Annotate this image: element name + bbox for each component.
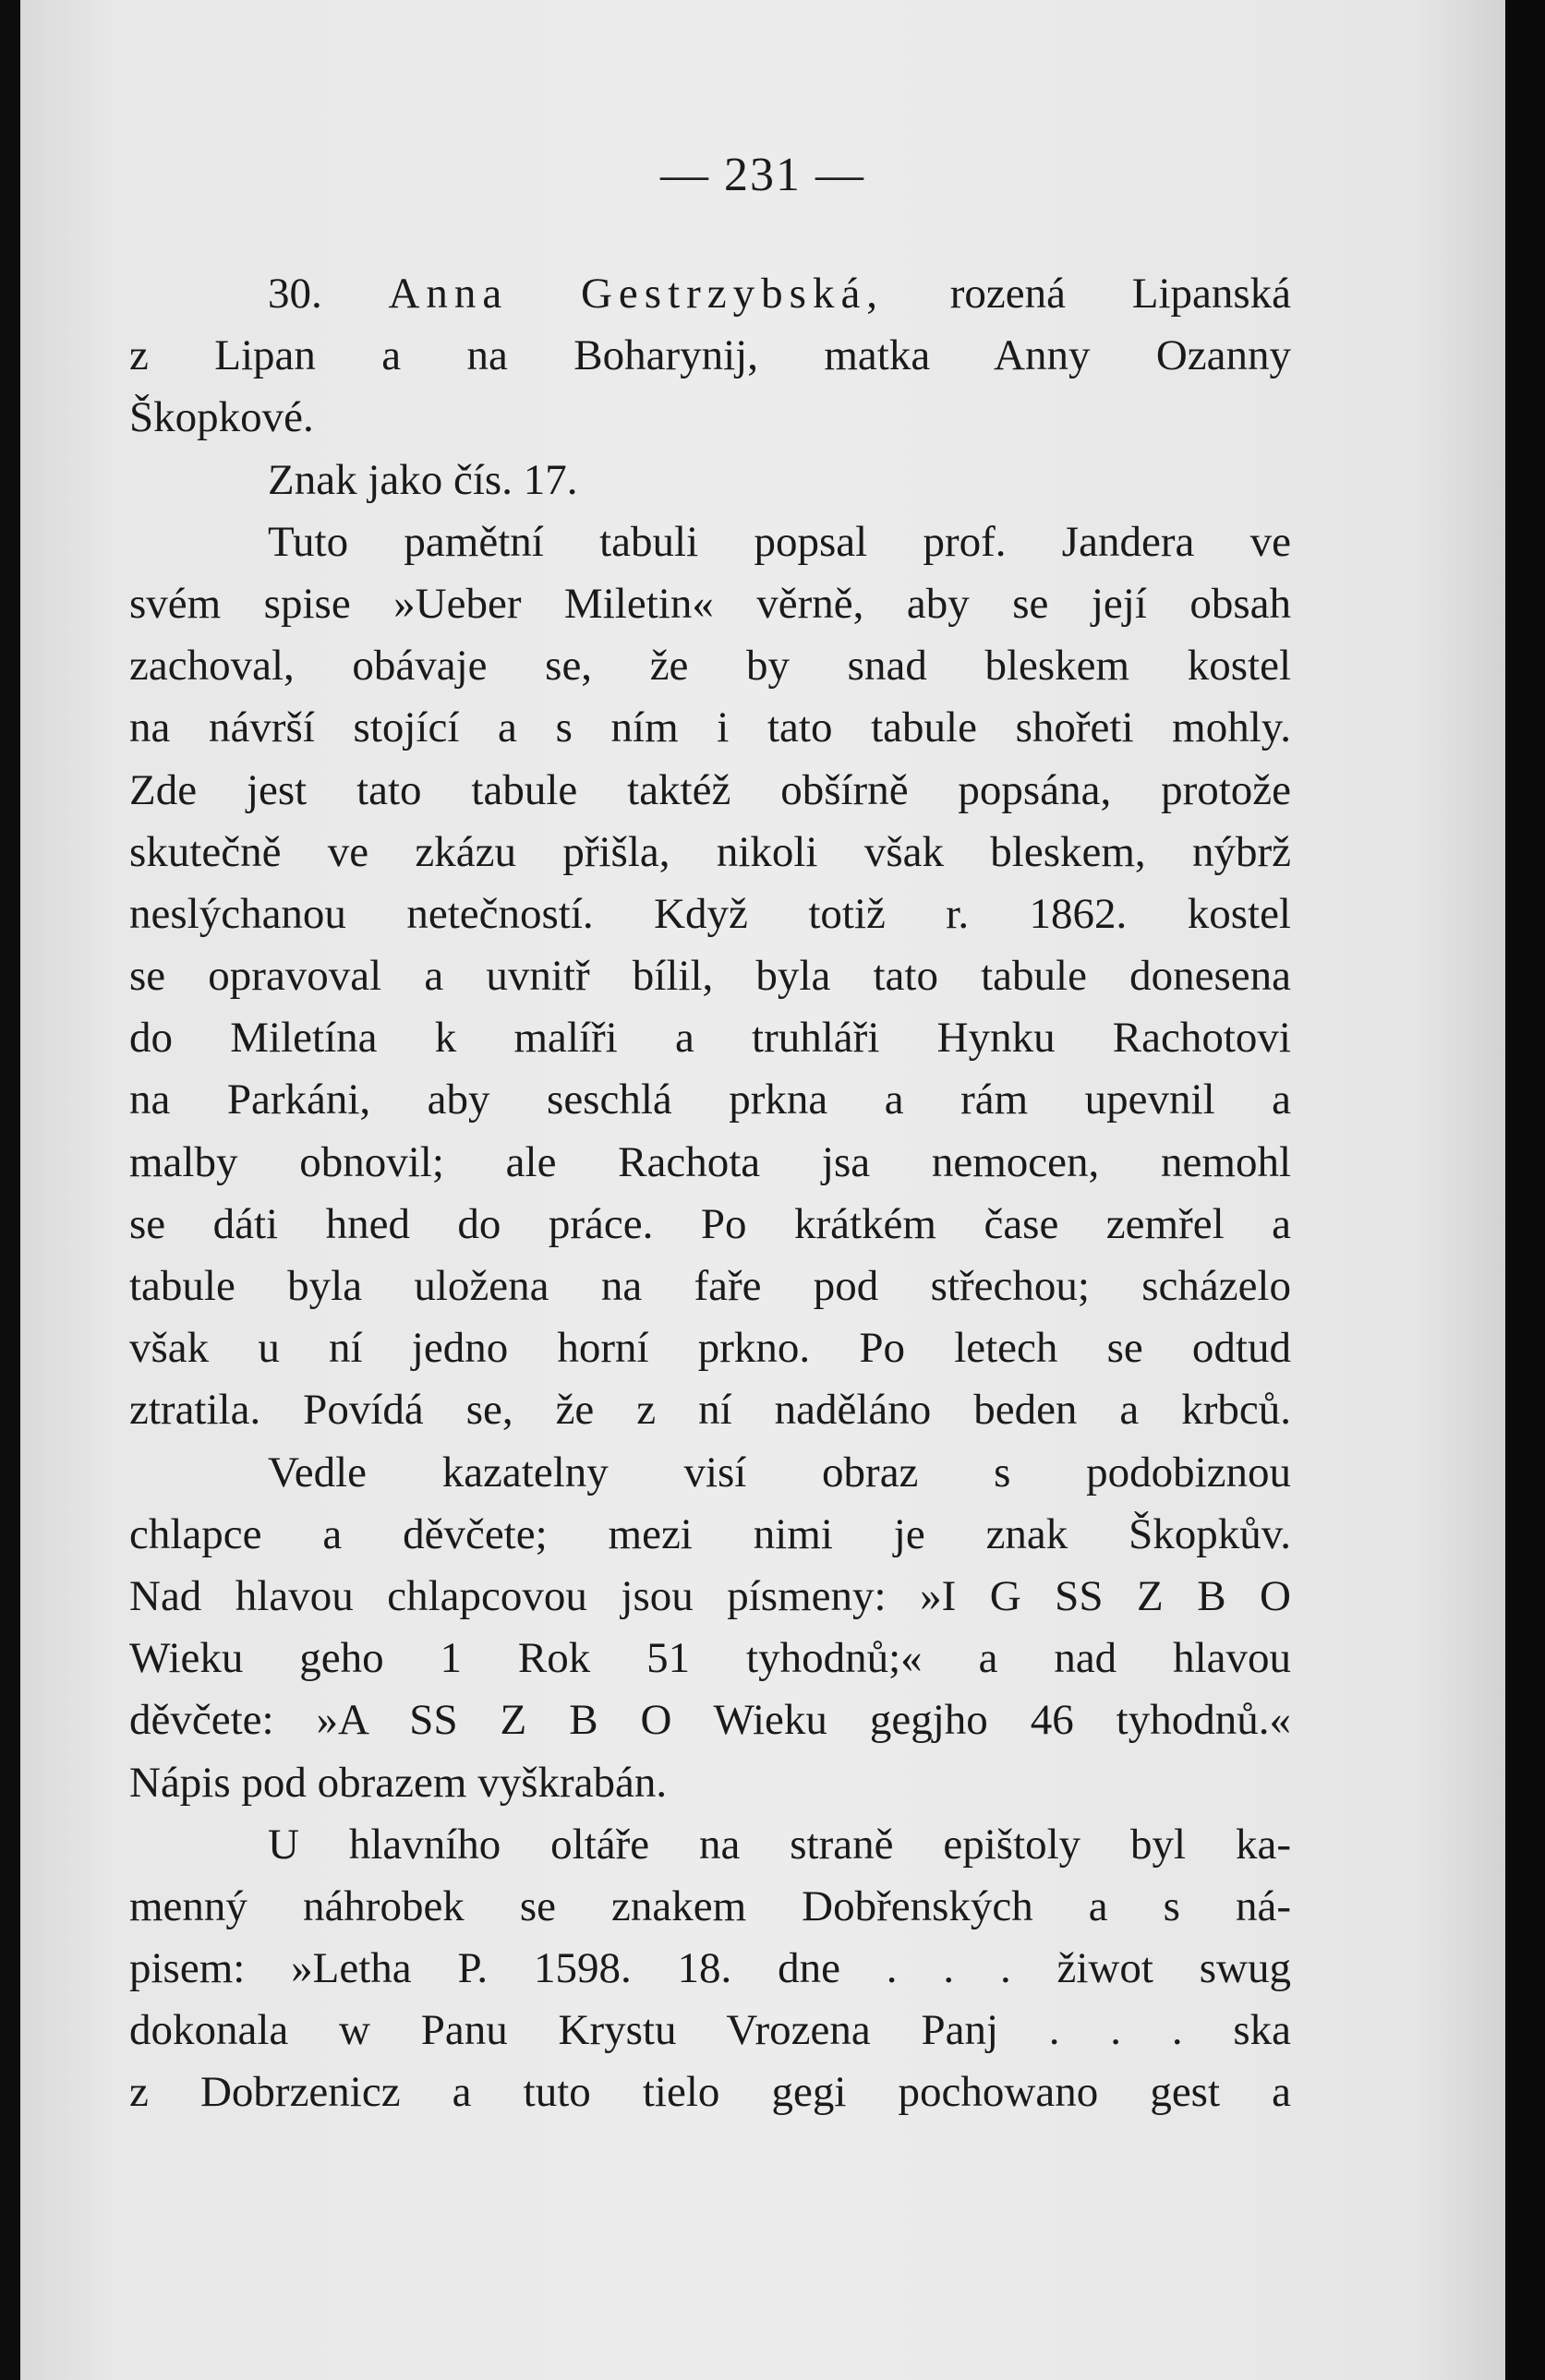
text-line: děvčete: »A SS Z B O Wieku gegjho 46 tyhodnů.« [129, 1696, 1291, 1745]
text-line: však u ní jedno horní prkno. Po letech se odtud [129, 1324, 1291, 1373]
entry-name: Anna Gestrzybská, [388, 270, 885, 318]
text-line: Znak jako čís. 17. [268, 455, 578, 504]
text-line: Nad hlavou chlapcovou jsou písmeny: »I G SS Z B O [129, 1571, 1291, 1620]
text-line: se opravoval a uvnitř bílil, byla tato tabule donesena [129, 952, 1291, 1001]
text-line: svém spise »Ueber Miletin« věrně, aby se její obsah [129, 579, 1291, 628]
text-line: U hlavního oltáře na straně epištoly byl ka- [268, 1820, 1291, 1869]
text-line: skutečně ve zkázu přišla, nikoli však bleskem, nýbrž [129, 827, 1291, 876]
text-line: chlapce a děvčete; mezi nimi je znak Škopkův. [129, 1509, 1291, 1558]
text-line: neslýchanou netečností. Když totiž r. 1862. kostel [129, 889, 1291, 938]
text-line: Zde jest tato tabule taktéž obšírně popsána, protože [129, 765, 1291, 814]
text-line: ztratila. Povídá se, že z ní naděláno beden a krbců. [129, 1386, 1291, 1435]
page-number: — 231 — [660, 149, 865, 201]
text-line: malby obnovil; ale Rachota jsa nemocen, nemohl [129, 1137, 1291, 1186]
text-line: Nápis pod obrazem vyškrabán. [129, 1758, 668, 1807]
scan-border [1505, 0, 1545, 2380]
text-line: Škopkové. [129, 393, 314, 442]
entry-line [129, 263, 1291, 325]
text-line: se dáti hned do práce. Po krátkém čase zemřel a [129, 1199, 1291, 1248]
entry-rest: rozená Lipanská [949, 270, 1292, 318]
text-line: Vedle kazatelny visí obraz s podobiznou [268, 1448, 1291, 1497]
text-line: na návrší stojící a s ním i tato tabule shořeti mohly. [129, 703, 1291, 752]
page-text [129, 263, 1291, 2124]
text-line: dokonala w Panu Krystu Vrozena Panj . . . ska [129, 2006, 1291, 2055]
text-line: zachoval, obávaje se, že by snad bleskem kostel [129, 642, 1291, 691]
text-line: menný náhrobek se znakem Dobřenských a s ná- [129, 1881, 1291, 1930]
book-page [20, 0, 1505, 2380]
text-line: tabule byla uložena na faře pod střechou; scházelo [129, 1262, 1291, 1310]
text-line: z Dobrzenicz a tuto tielo gegi pochowano gest a [129, 2068, 1291, 2117]
text-line: na Parkáni, aby seschlá prkna a rám upevnil a [129, 1076, 1291, 1124]
text-line: pisem: »Letha P. 1598. 18. dne . . . žiwot swug [129, 1944, 1291, 1993]
text-line: Wieku geho 1 Rok 51 tyhodnů;« a nad hlavou [129, 1634, 1291, 1683]
entry-number: 30. [268, 270, 322, 318]
text-line: do Miletína k malíři a truhláři Hynku Rachotovi [129, 1014, 1291, 1063]
text-line: z Lipan a na Boharynij, matka Anny Ozanny [129, 331, 1291, 380]
text-line: Tuto pamětní tabuli popsal prof. Jandera ve [268, 517, 1291, 566]
